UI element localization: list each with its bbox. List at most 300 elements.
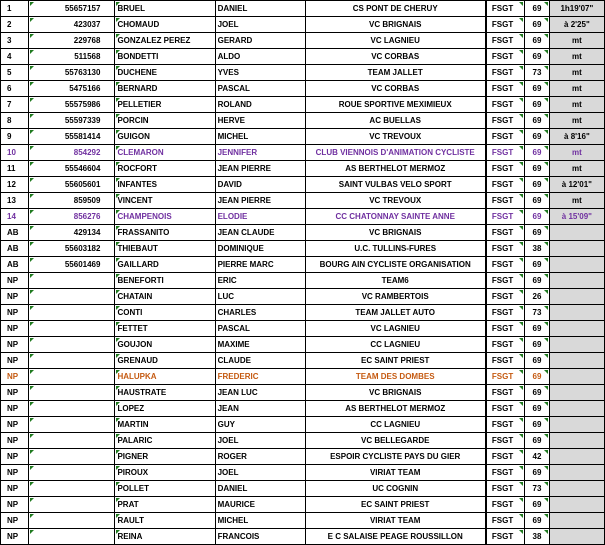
department-cell: 69 [525, 81, 550, 97]
time-cell: mt [549, 145, 604, 161]
federation-cell: FSGT [486, 321, 525, 337]
club-cell: VC BRIGNAIS [305, 385, 486, 401]
time-cell: mt [549, 97, 604, 113]
table-row [1, 145, 605, 161]
club-cell: U.C. TULLINS-FURES [305, 241, 486, 257]
federation-cell: FSGT [486, 49, 525, 65]
first-name-cell: MAURICE [215, 497, 305, 513]
rank-cell: 10 [1, 145, 29, 161]
results-rows [1, 1, 605, 545]
department-cell: 69 [525, 417, 550, 433]
department-cell: 69 [525, 401, 550, 417]
license-cell [28, 289, 115, 305]
rank-cell: 4 [1, 49, 29, 65]
license-cell [28, 417, 115, 433]
time-cell [549, 353, 604, 369]
first-name-cell: JEAN [215, 401, 305, 417]
table-row [1, 209, 605, 225]
federation-cell: FSGT [486, 145, 525, 161]
club-cell: VC TREVOUX [305, 193, 486, 209]
federation-cell: FSGT [486, 81, 525, 97]
last-name-cell: HALUPKA [115, 369, 215, 385]
first-name-cell: ROLAND [215, 97, 305, 113]
time-cell: à 2'25" [549, 17, 604, 33]
last-name-cell: PORCIN [115, 113, 215, 129]
club-cell: E C SALAISE PEAGE ROUSSILLON [305, 529, 486, 545]
license-cell [28, 385, 115, 401]
last-name-cell: BONDETTI [115, 49, 215, 65]
time-cell [549, 449, 604, 465]
rank-cell: NP [1, 305, 29, 321]
time-cell [549, 273, 604, 289]
last-name-cell: GUIGON [115, 129, 215, 145]
last-name-cell: BRUEL [115, 1, 215, 17]
time-cell [549, 401, 604, 417]
time-cell: mt [549, 193, 604, 209]
license-cell: 55597339 [28, 113, 115, 129]
federation-cell: FSGT [486, 177, 525, 193]
license-cell: 55581414 [28, 129, 115, 145]
time-cell [549, 225, 604, 241]
club-cell: VC CORBAS [305, 49, 486, 65]
federation-cell: FSGT [486, 129, 525, 145]
table-row [1, 417, 605, 433]
table-row [1, 305, 605, 321]
first-name-cell: ERIC [215, 273, 305, 289]
last-name-cell: CONTI [115, 305, 215, 321]
first-name-cell: PASCAL [215, 321, 305, 337]
rank-cell: NP [1, 353, 29, 369]
license-cell [28, 369, 115, 385]
club-cell: VIRIAT TEAM [305, 513, 486, 529]
club-cell: VC BRIGNAIS [305, 17, 486, 33]
license-cell [28, 273, 115, 289]
last-name-cell: INFANTES [115, 177, 215, 193]
table-row [1, 401, 605, 417]
federation-cell: FSGT [486, 257, 525, 273]
license-cell: 55763130 [28, 65, 115, 81]
federation-cell: FSGT [486, 33, 525, 49]
license-cell: 55575986 [28, 97, 115, 113]
time-cell: mt [549, 81, 604, 97]
federation-cell: FSGT [486, 353, 525, 369]
rank-cell: 5 [1, 65, 29, 81]
first-name-cell: MICHEL [215, 513, 305, 529]
department-cell: 73 [525, 481, 550, 497]
rank-cell: NP [1, 273, 29, 289]
department-cell: 69 [525, 161, 550, 177]
rank-cell: 12 [1, 177, 29, 193]
federation-cell: FSGT [486, 337, 525, 353]
federation-cell: FSGT [486, 289, 525, 305]
club-cell: TEAM JALLET AUTO [305, 305, 486, 321]
time-cell: à 15'09" [549, 209, 604, 225]
last-name-cell: BERNARD [115, 81, 215, 97]
department-cell: 69 [525, 193, 550, 209]
first-name-cell: CLAUDE [215, 353, 305, 369]
club-cell: VC RAMBERTOIS [305, 289, 486, 305]
license-cell: 429134 [28, 225, 115, 241]
license-cell [28, 321, 115, 337]
license-cell [28, 449, 115, 465]
time-cell [549, 241, 604, 257]
license-cell: 511568 [28, 49, 115, 65]
department-cell: 69 [525, 465, 550, 481]
time-cell [549, 321, 604, 337]
first-name-cell: GUY [215, 417, 305, 433]
department-cell: 73 [525, 65, 550, 81]
license-cell [28, 481, 115, 497]
table-row [1, 257, 605, 273]
rank-cell: NP [1, 513, 29, 529]
first-name-cell: JEAN PIERRE [215, 161, 305, 177]
federation-cell: FSGT [486, 65, 525, 81]
federation-cell: FSGT [486, 113, 525, 129]
rank-cell: 9 [1, 129, 29, 145]
federation-cell: FSGT [486, 401, 525, 417]
table-row [1, 33, 605, 49]
first-name-cell: JOEL [215, 17, 305, 33]
first-name-cell: DOMINIQUE [215, 241, 305, 257]
table-row [1, 321, 605, 337]
rank-cell: NP [1, 417, 29, 433]
club-cell: CC LAGNIEU [305, 337, 486, 353]
department-cell: 38 [525, 529, 550, 545]
rank-cell: NP [1, 497, 29, 513]
time-cell: mt [549, 49, 604, 65]
license-cell [28, 529, 115, 545]
table-row [1, 241, 605, 257]
table-row [1, 129, 605, 145]
last-name-cell: BENEFORTI [115, 273, 215, 289]
table-row [1, 161, 605, 177]
rank-cell: 11 [1, 161, 29, 177]
first-name-cell: PIERRE MARC [215, 257, 305, 273]
department-cell: 38 [525, 241, 550, 257]
time-cell [549, 385, 604, 401]
first-name-cell: ALDO [215, 49, 305, 65]
last-name-cell: REINA [115, 529, 215, 545]
last-name-cell: DUCHENE [115, 65, 215, 81]
first-name-cell: JOEL [215, 465, 305, 481]
time-cell [549, 465, 604, 481]
time-cell [549, 529, 604, 545]
table-row [1, 177, 605, 193]
last-name-cell: PIGNER [115, 449, 215, 465]
last-name-cell: CLEMARON [115, 145, 215, 161]
license-cell: 859509 [28, 193, 115, 209]
first-name-cell: DANIEL [215, 481, 305, 497]
club-cell: CS PONT DE CHERUY [305, 1, 486, 17]
club-cell: ESPOIR CYCLISTE PAYS DU GIER [305, 449, 486, 465]
department-cell: 69 [525, 513, 550, 529]
last-name-cell: LOPEZ [115, 401, 215, 417]
last-name-cell: CHAMPENOIS [115, 209, 215, 225]
last-name-cell: ROCFORT [115, 161, 215, 177]
club-cell: TEAM DES DOMBES [305, 369, 486, 385]
license-cell [28, 497, 115, 513]
rank-cell: 8 [1, 113, 29, 129]
table-row [1, 225, 605, 241]
club-cell: ROUE SPORTIVE MEXIMIEUX [305, 97, 486, 113]
federation-cell: FSGT [486, 481, 525, 497]
federation-cell: FSGT [486, 529, 525, 545]
table-row [1, 193, 605, 209]
license-cell [28, 337, 115, 353]
club-cell: VIRIAT TEAM [305, 465, 486, 481]
first-name-cell: ROGER [215, 449, 305, 465]
department-cell: 69 [525, 129, 550, 145]
rank-cell: NP [1, 337, 29, 353]
time-cell: mt [549, 65, 604, 81]
federation-cell: FSGT [486, 225, 525, 241]
department-cell: 69 [525, 113, 550, 129]
department-cell: 69 [525, 145, 550, 161]
federation-cell: FSGT [486, 17, 525, 33]
rank-cell: 3 [1, 33, 29, 49]
time-cell: à 12'01" [549, 177, 604, 193]
license-cell: 423037 [28, 17, 115, 33]
department-cell: 69 [525, 321, 550, 337]
club-cell: VC BELLEGARDE [305, 433, 486, 449]
first-name-cell: FREDERIC [215, 369, 305, 385]
rank-cell: 13 [1, 193, 29, 209]
table-row [1, 529, 605, 545]
time-cell [549, 497, 604, 513]
federation-cell: FSGT [486, 513, 525, 529]
last-name-cell: POLLET [115, 481, 215, 497]
table-row [1, 513, 605, 529]
rank-cell: NP [1, 369, 29, 385]
club-cell: EC SAINT PRIEST [305, 353, 486, 369]
club-cell: VC LAGNIEU [305, 33, 486, 49]
federation-cell: FSGT [486, 97, 525, 113]
table-row [1, 385, 605, 401]
federation-cell: FSGT [486, 193, 525, 209]
first-name-cell: FRANCOIS [215, 529, 305, 545]
time-cell [549, 305, 604, 321]
department-cell: 42 [525, 449, 550, 465]
federation-cell: FSGT [486, 497, 525, 513]
first-name-cell: DAVID [215, 177, 305, 193]
license-cell: 55603182 [28, 241, 115, 257]
first-name-cell: JEAN LUC [215, 385, 305, 401]
first-name-cell: LUC [215, 289, 305, 305]
first-name-cell: JEAN PIERRE [215, 193, 305, 209]
license-cell: 854292 [28, 145, 115, 161]
last-name-cell: GAILLARD [115, 257, 215, 273]
club-cell: AC BUELLAS [305, 113, 486, 129]
last-name-cell: FETTET [115, 321, 215, 337]
club-cell: EC SAINT PRIEST [305, 497, 486, 513]
time-cell [549, 513, 604, 529]
table-row [1, 97, 605, 113]
rank-cell: NP [1, 289, 29, 305]
rank-cell: 14 [1, 209, 29, 225]
last-name-cell: GRENAUD [115, 353, 215, 369]
rank-cell: NP [1, 401, 29, 417]
last-name-cell: PELLETIER [115, 97, 215, 113]
time-cell [549, 481, 604, 497]
federation-cell: FSGT [486, 417, 525, 433]
first-name-cell: MAXIME [215, 337, 305, 353]
last-name-cell: GONZALEZ PEREZ [115, 33, 215, 49]
last-name-cell: FRASSANITO [115, 225, 215, 241]
time-cell [549, 433, 604, 449]
table-row [1, 273, 605, 289]
department-cell: 69 [525, 369, 550, 385]
license-cell: 55546604 [28, 161, 115, 177]
department-cell: 73 [525, 305, 550, 321]
club-cell: VC CORBAS [305, 81, 486, 97]
club-cell: VC TREVOUX [305, 129, 486, 145]
license-cell [28, 305, 115, 321]
first-name-cell: JOEL [215, 433, 305, 449]
table-row [1, 369, 605, 385]
federation-cell: FSGT [486, 385, 525, 401]
department-cell: 69 [525, 433, 550, 449]
club-cell: SAINT VULBAS VELO SPORT [305, 177, 486, 193]
last-name-cell: RAULT [115, 513, 215, 529]
time-cell: mt [549, 161, 604, 177]
rank-cell: 1 [1, 1, 29, 17]
federation-cell: FSGT [486, 209, 525, 225]
club-cell: CC LAGNIEU [305, 417, 486, 433]
table-row [1, 353, 605, 369]
department-cell: 69 [525, 177, 550, 193]
first-name-cell: YVES [215, 65, 305, 81]
rank-cell: NP [1, 529, 29, 545]
rank-cell: NP [1, 433, 29, 449]
table-row [1, 49, 605, 65]
club-cell: CC CHATONNAY SAINTE ANNE [305, 209, 486, 225]
last-name-cell: PRAT [115, 497, 215, 513]
department-cell: 69 [525, 209, 550, 225]
rank-cell: NP [1, 481, 29, 497]
license-cell: 55601469 [28, 257, 115, 273]
first-name-cell: JEAN CLAUDE [215, 225, 305, 241]
club-cell: AS BERTHELOT MERMOZ [305, 401, 486, 417]
license-cell: 856276 [28, 209, 115, 225]
department-cell: 69 [525, 49, 550, 65]
last-name-cell: CHOMAUD [115, 17, 215, 33]
time-cell [549, 417, 604, 433]
table-row [1, 465, 605, 481]
license-cell [28, 401, 115, 417]
department-cell: 69 [525, 257, 550, 273]
federation-cell: FSGT [486, 161, 525, 177]
rank-cell: AB [1, 257, 29, 273]
rank-cell: NP [1, 449, 29, 465]
table-row [1, 449, 605, 465]
time-cell: 1h19'07" [549, 1, 604, 17]
club-cell: AS BERTHELOT MERMOZ [305, 161, 486, 177]
rank-cell: NP [1, 385, 29, 401]
time-cell: mt [549, 113, 604, 129]
first-name-cell: CHARLES [215, 305, 305, 321]
last-name-cell: HAUSTRATE [115, 385, 215, 401]
table-row [1, 113, 605, 129]
last-name-cell: GOUJON [115, 337, 215, 353]
rank-cell: NP [1, 465, 29, 481]
table-row [1, 289, 605, 305]
federation-cell: FSGT [486, 1, 525, 17]
department-cell: 26 [525, 289, 550, 305]
time-cell [549, 289, 604, 305]
club-cell: BOURG AIN CYCLISTE ORGANISATION [305, 257, 486, 273]
last-name-cell: MARTIN [115, 417, 215, 433]
last-name-cell: PIROUX [115, 465, 215, 481]
license-cell: 55657157 [28, 1, 115, 17]
last-name-cell: CHATAIN [115, 289, 215, 305]
rank-cell: AB [1, 225, 29, 241]
federation-cell: FSGT [486, 433, 525, 449]
club-cell: TEAM JALLET [305, 65, 486, 81]
license-cell: 5475166 [28, 81, 115, 97]
department-cell: 69 [525, 17, 550, 33]
department-cell: 69 [525, 385, 550, 401]
rank-cell: NP [1, 321, 29, 337]
table-row [1, 17, 605, 33]
table-row [1, 65, 605, 81]
first-name-cell: JENNIFER [215, 145, 305, 161]
first-name-cell: MICHEL [215, 129, 305, 145]
department-cell: 69 [525, 97, 550, 113]
first-name-cell: HERVE [215, 113, 305, 129]
club-cell: UC COGNIN [305, 481, 486, 497]
table-row [1, 497, 605, 513]
table-row [1, 337, 605, 353]
department-cell: 69 [525, 337, 550, 353]
federation-cell: FSGT [486, 369, 525, 385]
last-name-cell: VINCENT [115, 193, 215, 209]
time-cell [549, 257, 604, 273]
department-cell: 69 [525, 33, 550, 49]
table-row [1, 433, 605, 449]
first-name-cell: PASCAL [215, 81, 305, 97]
rank-cell: 7 [1, 97, 29, 113]
last-name-cell: PALARIC [115, 433, 215, 449]
time-cell [549, 337, 604, 353]
department-cell: 69 [525, 225, 550, 241]
department-cell: 69 [525, 497, 550, 513]
club-cell: CLUB VIENNOIS D'ANIMATION CYCLISTE [305, 145, 486, 161]
license-cell: 229768 [28, 33, 115, 49]
federation-cell: FSGT [486, 465, 525, 481]
license-cell: 55605601 [28, 177, 115, 193]
rank-cell: 2 [1, 17, 29, 33]
time-cell: à 8'16" [549, 129, 604, 145]
table-row [1, 81, 605, 97]
time-cell [549, 369, 604, 385]
first-name-cell: GERARD [215, 33, 305, 49]
table-row [1, 481, 605, 497]
first-name-cell: ELODIE [215, 209, 305, 225]
license-cell [28, 353, 115, 369]
license-cell [28, 433, 115, 449]
federation-cell: FSGT [486, 449, 525, 465]
department-cell: 69 [525, 273, 550, 289]
department-cell: 69 [525, 1, 550, 17]
first-name-cell: DANIEL [215, 1, 305, 17]
federation-cell: FSGT [486, 273, 525, 289]
rank-cell: 6 [1, 81, 29, 97]
club-cell: VC BRIGNAIS [305, 225, 486, 241]
federation-cell: FSGT [486, 241, 525, 257]
rank-cell: AB [1, 241, 29, 257]
club-cell: VC LAGNIEU [305, 321, 486, 337]
time-cell: mt [549, 33, 604, 49]
